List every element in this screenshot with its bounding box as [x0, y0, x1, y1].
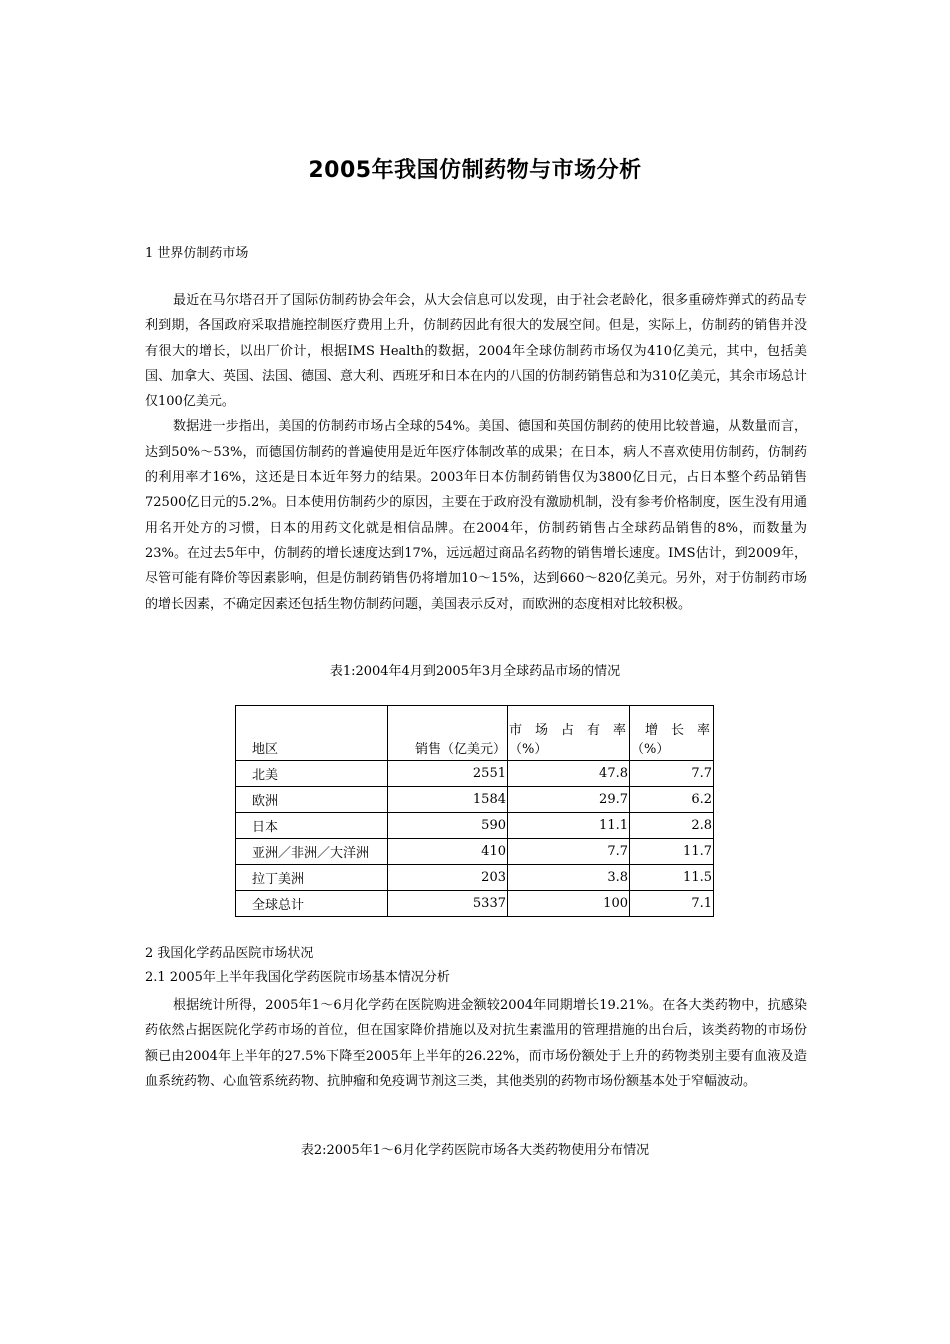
cell-share: 3.8	[508, 865, 630, 891]
page-title: 2005年我国仿制药物与市场分析	[308, 158, 642, 183]
section-heading-china-hospital: 2 我国化学药品医院市场状况	[145, 946, 314, 961]
table-row	[236, 787, 714, 813]
header-share-unit: （%）	[509, 742, 548, 757]
header-share	[508, 706, 630, 761]
table-row	[236, 891, 714, 917]
cell-region: 北美	[236, 761, 388, 787]
section2-body	[145, 993, 807, 1094]
cell-growth: 7.7	[630, 761, 714, 787]
cell-share: 100	[508, 891, 630, 917]
table-row	[236, 813, 714, 839]
cell-growth: 2.8	[630, 813, 714, 839]
header-share-label: 市场占有率	[509, 723, 626, 738]
global-market-table	[235, 705, 714, 917]
cell-share: 29.7	[508, 787, 630, 813]
cell-sales: 590	[388, 813, 508, 839]
cell-region: 拉丁美洲	[236, 865, 388, 891]
cell-share: 47.8	[508, 761, 630, 787]
cell-sales: 203	[388, 865, 508, 891]
cell-growth: 11.5	[630, 865, 714, 891]
cell-region: 亚洲／非洲／大洋洲	[236, 839, 388, 865]
cell-sales: 2551	[388, 761, 508, 787]
header-region: 地区	[236, 706, 388, 761]
header-growth	[630, 706, 714, 761]
table1-caption: 表1:2004年4月到2005年3月全球药品市场的情况	[329, 664, 621, 679]
header-sales: 销售（亿美元）	[388, 706, 508, 761]
table-row	[236, 761, 714, 787]
paragraph: 最近在马尔塔召开了国际仿制药协会年会，从大会信息可以发现，由于社会老龄化，很多重磅炸弹式的药品专利到期，各国政府采取措施控制医疗费用上升，仿制药因此有很大的发展空间。但是，实际上，仿制药的销售并没有很大的增长，以出厂价计，根据IMS Health的数据，2004年全球仿制药市场仅为410亿美元，其中，包括美国、加拿大、英国、法国、德国、意大利、西班牙和日本在内的八国的仿制药销售总和为310亿美元，其余市场总计仅100亿美元。	[145, 293, 807, 410]
table-row	[236, 865, 714, 891]
cell-share: 11.1	[508, 813, 630, 839]
cell-growth: 6.2	[630, 787, 714, 813]
paragraph: 根据统计所得，2005年1～6月化学药在医院购进金额较2004年同期增长19.21%。在各大类药物中，抗感染药依然占据医院化学药市场的首位，但在国家降价措施以及对抗生素滥用的管理措施的出台后，该类药物的市场份额已由2004年上半年的27.5%下降至2005年上半年的26.22%，而市场份额处于上升的药物类别主要有血液及造血系统药物、心血管系统药物、抗肿瘤和免疫调节剂这三类，其他类别的药物市场份额基本处于窄幅波动。	[145, 998, 807, 1089]
table-header-row	[236, 706, 714, 761]
cell-share: 7.7	[508, 839, 630, 865]
subsection-heading: 2.1 2005年上半年我国化学药医院市场基本情况分析	[145, 970, 450, 985]
cell-growth: 11.7	[630, 839, 714, 865]
table2-caption: 表2:2005年1～6月化学药医院市场各大类药物使用分布情况	[300, 1143, 650, 1158]
cell-region: 全球总计	[236, 891, 388, 917]
paragraph: 数据进一步指出，美国的仿制药市场占全球的54%。美国、德国和英国仿制药的使用比较普遍，从数量而言，达到50%～53%，而德国仿制药的普遍使用是近年医疗体制改革的成果；在日本，病人不喜欢使用仿制药，仿制药的利用率才16%，这还是日本近年努力的结果。2003年日本仿制药销售仅为3800亿日元，占日本整个药品销售72500亿日元的5.2%。日本使用仿制药少的原因，主要在于政府没有激励机制，没有参考价格制度，医生没有用通用名开处方的习惯，日本的用药文化就是相信品牌。在2004年，仿制药销售占全球药品销售的8%，而数量为23%。在过去5年中，仿制药的增长速度达到17%，远远超过商品名药物的销售增长速度。IMS估计，到2009年，尽管可能有降价等因素影响，但是仿制药销售仍将增加10～15%，达到660～820亿美元。另外，对于仿制药市场的增长因素，不确定因素还包括生物仿制药问题，美国表示反对，而欧洲的态度相对比较积极。	[145, 419, 807, 612]
cell-region: 欧洲	[236, 787, 388, 813]
cell-region: 日本	[236, 813, 388, 839]
cell-sales: 410	[388, 839, 508, 865]
cell-growth: 7.1	[630, 891, 714, 917]
section-heading-world-generics: 1 世界仿制药市场	[145, 246, 249, 261]
cell-sales: 5337	[388, 891, 508, 917]
header-growth-label: 增长率	[645, 723, 710, 738]
table-row	[236, 839, 714, 865]
header-growth-unit: （%）	[631, 742, 670, 757]
section1-body	[145, 288, 807, 617]
cell-sales: 1584	[388, 787, 508, 813]
